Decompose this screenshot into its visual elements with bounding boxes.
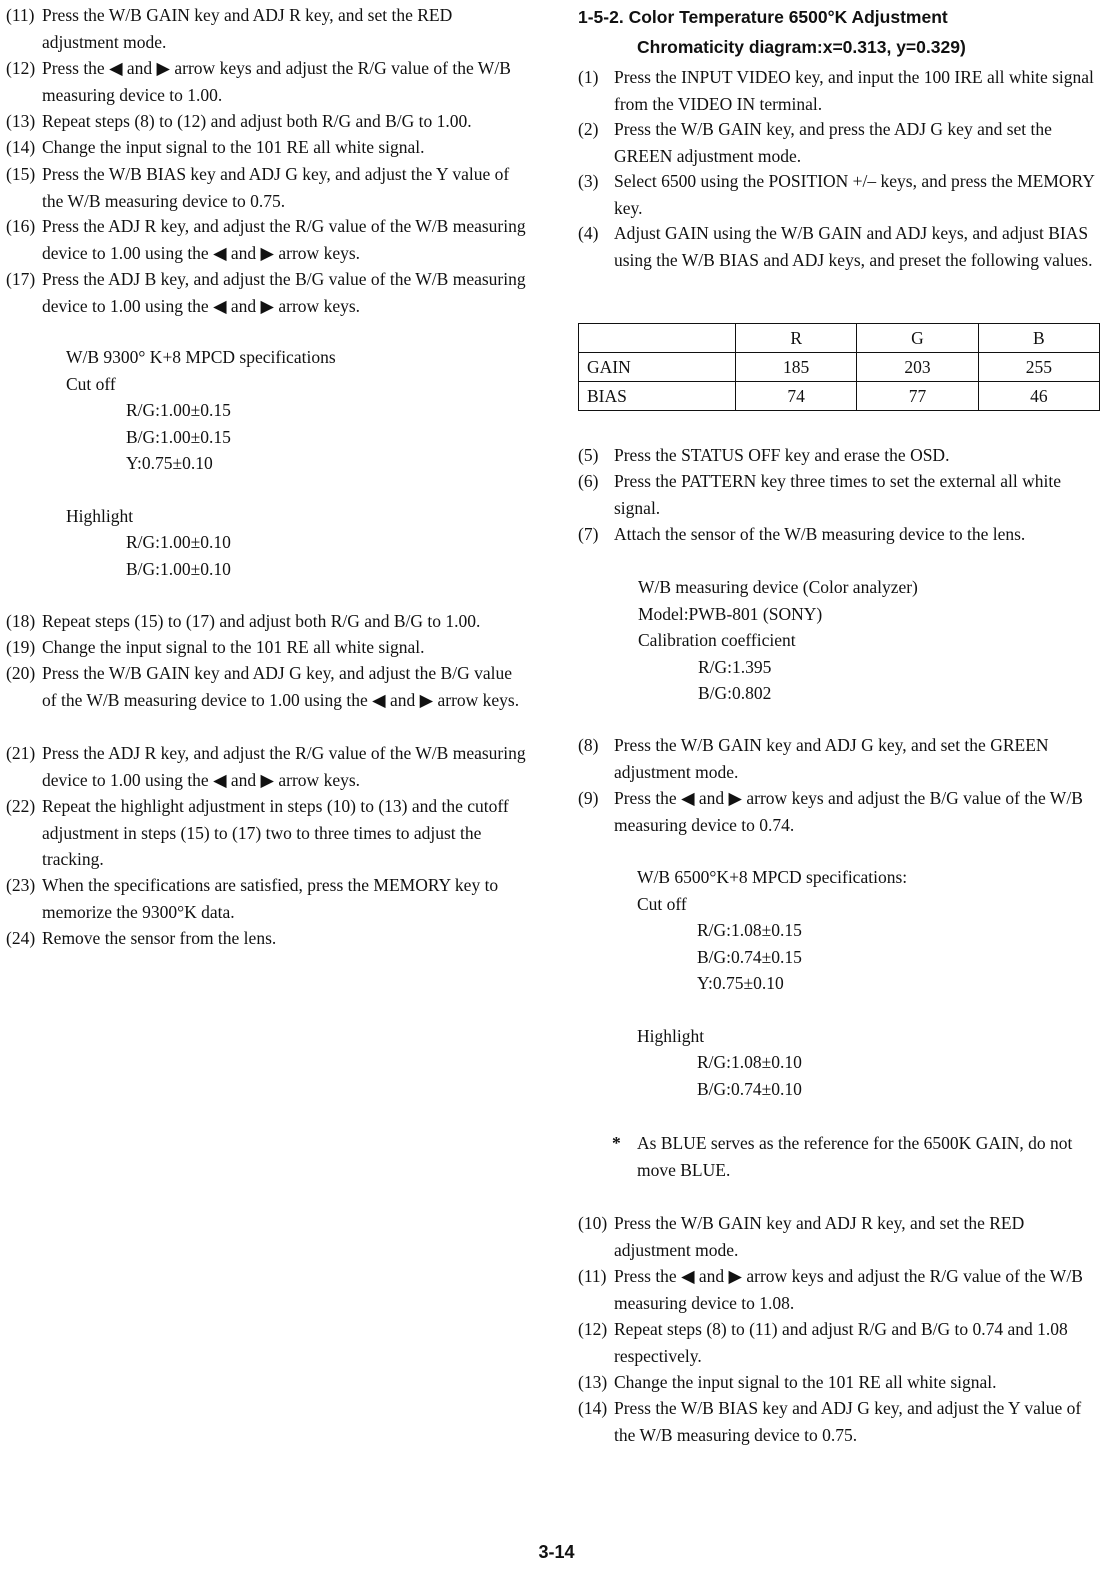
- step-8-right: (8) Press the W/B GAIN key and ADJ G key, and set the GREEN adjustment mode.: [578, 732, 1102, 785]
- table-header-cell: [579, 324, 736, 353]
- step-6-right: (6) Press the PATTERN key three times to set the external all white signal.: [578, 468, 1102, 521]
- spec-6500-highlight-bg: B/G:0.74±0.10: [697, 1078, 802, 1099]
- spec-9300-block: [66, 344, 506, 582]
- spec-6500-cutoff-rg: R/G:1.08±0.15: [697, 920, 802, 940]
- step-3-right: (3) Select 6500 using the POSITION +/– keys, and press the MEMORY key.: [578, 168, 1102, 221]
- spec-9300-cutoff-label: Cut off: [66, 373, 116, 394]
- step-text: Press the ADJ B key, and adjust the B/G value of the W/B measuring device to 1.00 using the ◀ and ▶ arrow keys.: [42, 269, 526, 316]
- step-11-right: (11) Press the ◀ and ▶ arrow keys and adjust the R/G value of the W/B measuring device to 1.08.: [578, 1263, 1102, 1316]
- step-14-right: (14) Press the W/B BIAS key and ADJ G key, and adjust the Y value of the W/B measuring device to 0.75.: [578, 1395, 1102, 1448]
- page-number: 3-14: [538, 1542, 575, 1562]
- step-5-right: (5) Press the STATUS OFF key and erase the OSD.: [578, 442, 1102, 469]
- step-text: Press the ◀ and ▶ arrow keys and adjust the R/G value of the W/B measuring device to 1.00.: [42, 58, 511, 105]
- step-text: Press the INPUT VIDEO key, and input the 100 IRE all white signal from the VIDEO IN terminal.: [614, 67, 1094, 114]
- table-row: [579, 382, 1100, 411]
- device-title: W/B measuring device (Color analyzer): [638, 577, 918, 597]
- spec-6500-highlight-label: Highlight: [637, 1025, 705, 1046]
- step-text: Change the input signal to the 101 RE all white signal.: [42, 137, 425, 157]
- step-13-left: (13) Repeat steps (8) to (12) and adjust both R/G and B/G to 1.00.: [6, 108, 530, 135]
- spec-9300-cutoff-rg: R/G:1.00±0.15: [126, 400, 231, 420]
- step-21-left: (21) Press the ADJ R key, and adjust the R/G value of the W/B measuring device to 1.00 using the ◀ and ▶ arrow keys.: [6, 740, 530, 793]
- spec-9300-cutoff-bg: B/G:1.00±0.15: [126, 426, 231, 447]
- step-1-right: (1) Press the INPUT VIDEO key, and input the 100 IRE all white signal from the VIDEO IN terminal.: [578, 64, 1102, 117]
- table-header-cell: B: [978, 324, 1099, 353]
- step-text: Repeat steps (15) to (17) and adjust both R/G and B/G to 1.00.: [42, 611, 481, 631]
- spec-9300-highlight-bg: B/G:1.00±0.10: [126, 558, 231, 579]
- step-text: Change the input signal to the 101 RE all white signal.: [614, 1372, 997, 1392]
- step-18-left: (18) Repeat steps (15) to (17) and adjust both R/G and B/G to 1.00.: [6, 608, 530, 635]
- table-cell: 77: [857, 382, 978, 411]
- step-14-left: (14) Change the input signal to the 101 RE all white signal.: [6, 134, 530, 161]
- step-text: Press the PATTERN key three times to set the external all white signal.: [614, 471, 1061, 518]
- step-22-left: (22) Repeat the highlight adjustment in steps (10) to (13) and the cutoff adjustment in steps (15) to (17) two to three times to adjust the tracking.: [6, 793, 530, 873]
- step-20-left: (20) Press the W/B GAIN key and ADJ G key, and adjust the B/G value of the W/B measuring device to 1.00 using the ◀ and ▶ arrow keys.: [6, 660, 530, 713]
- spec-9300-highlight-label: Highlight: [66, 505, 134, 526]
- step-text: Press the W/B GAIN key, and press the ADJ G key and set the GREEN adjustment mode.: [614, 119, 1052, 166]
- spec-6500-block: [637, 864, 1077, 1102]
- step-text: Press the W/B GAIN key and ADJ R key, and set the RED adjustment mode.: [614, 1213, 1025, 1260]
- note-asterisk-icon: *: [612, 1133, 621, 1153]
- table-row-label: GAIN: [579, 353, 736, 382]
- heading-line-1: 1-5-2. Color Temperature 6500°K Adjustment: [578, 7, 948, 27]
- step-text: Press the ADJ R key, and adjust the R/G value of the W/B measuring device to 1.00 using the ◀ and ▶ arrow keys.: [42, 216, 526, 263]
- step-text: When the specifications are satisfied, press the MEMORY key to memorize the 9300°K data.: [42, 875, 499, 922]
- step-text: Press the W/B GAIN key and ADJ G key, and adjust the B/G value of the W/B measuring device to 1.00 using the ◀ and ▶ arrow keys.: [42, 663, 520, 710]
- spec-6500-cutoff-y: Y:0.75±0.10: [697, 973, 784, 993]
- preset-values-table: [578, 323, 1100, 411]
- step-9-right: (9) Press the ◀ and ▶ arrow keys and adjust the B/G value of the W/B measuring device to 0.74.: [578, 785, 1102, 838]
- step-17-left: (17) Press the ADJ B key, and adjust the B/G value of the W/B measuring device to 1.00 using the ◀ and ▶ arrow keys.: [6, 266, 530, 319]
- step-4-right: (4) Adjust GAIN using the W/B GAIN and ADJ keys, and adjust BIAS using the W/B BIAS and ADJ keys, and preset the following values.: [578, 220, 1102, 273]
- heading-line-2: Chromaticity diagram:x=0.313, y=0.329): [637, 37, 966, 57]
- spec-9300-cutoff-y: Y:0.75±0.10: [126, 453, 213, 473]
- step-2-right: (2) Press the W/B GAIN key, and press the ADJ G key and set the GREEN adjustment mode.: [578, 116, 1102, 169]
- step-16-left: (16) Press the ADJ R key, and adjust the R/G value of the W/B measuring device to 1.00 using the ◀ and ▶ arrow keys.: [6, 213, 530, 266]
- step-24-left: (24) Remove the sensor from the lens.: [6, 925, 530, 952]
- device-block: [638, 574, 1078, 707]
- step-text: Press the W/B BIAS key and ADJ G key, and adjust the Y value of the W/B measuring device to 0.75.: [614, 1398, 1082, 1445]
- spec-6500-cutoff-label: Cut off: [637, 893, 687, 914]
- device-calib-label: Calibration coefficient: [638, 630, 796, 650]
- note-text: As BLUE serves as the reference for the 6500K GAIN, do not move BLUE.: [637, 1133, 1073, 1180]
- section-heading: [578, 2, 1098, 62]
- table-row-label: BIAS: [579, 382, 736, 411]
- table-cell: 46: [978, 382, 1099, 411]
- device-calib-bg: B/G:0.802: [698, 683, 772, 703]
- step-15-left: (15) Press the W/B BIAS key and ADJ G key, and adjust the Y value of the W/B measuring device to 0.75.: [6, 161, 530, 214]
- step-text: Repeat steps (8) to (11) and adjust R/G and B/G to 0.74 and 1.08 respectively.: [614, 1319, 1068, 1366]
- spec-9300-title: W/B 9300° K+8 MPCD specifications: [66, 347, 336, 367]
- step-11-left: (11) Press the W/B GAIN key and ADJ R key, and set the RED adjustment mode.: [6, 2, 530, 55]
- device-calib-rg: R/G:1.395: [698, 656, 772, 677]
- table-header-cell: G: [857, 324, 978, 353]
- step-text: Press the ◀ and ▶ arrow keys and adjust the B/G value of the W/B measuring device to 0.74.: [614, 788, 1083, 835]
- step-text: Repeat steps (8) to (12) and adjust both R/G and B/G to 1.00.: [42, 111, 472, 131]
- step-13-right: (13) Change the input signal to the 101 RE all white signal.: [578, 1369, 1102, 1396]
- device-model: Model:PWB-801 (SONY): [638, 603, 823, 624]
- step-text: Press the STATUS OFF key and erase the OSD.: [614, 445, 950, 465]
- step-text: Press the W/B GAIN key and ADJ G key, and set the GREEN adjustment mode.: [614, 735, 1049, 782]
- step-text: Repeat the highlight adjustment in steps (10) to (13) and the cutoff adjustment in steps (15) to (17) two to three times to adjust the tracking.: [42, 796, 509, 869]
- step-19-left: (19) Change the input signal to the 101 RE all white signal.: [6, 634, 530, 661]
- spec-6500-highlight-rg: R/G:1.08±0.10: [697, 1052, 802, 1072]
- spec-6500-title: W/B 6500°K+8 MPCD specifications:: [637, 867, 908, 887]
- step-text: Press the W/B GAIN key and ADJ R key, and set the RED adjustment mode.: [42, 5, 453, 52]
- table-cell: 255: [978, 353, 1099, 382]
- step-7-right: (7) Attach the sensor of the W/B measuring device to the lens.: [578, 521, 1102, 548]
- step-text: Press the ADJ R key, and adjust the R/G value of the W/B measuring device to 1.00 using the ◀ and ▶ arrow keys.: [42, 743, 526, 790]
- table-row: [579, 353, 1100, 382]
- table-cell: 185: [736, 353, 857, 382]
- spec-9300-highlight-rg: R/G:1.00±0.10: [126, 532, 231, 552]
- step-12-right: (12) Repeat steps (8) to (11) and adjust R/G and B/G to 0.74 and 1.08 respectively.: [578, 1316, 1102, 1369]
- table-cell: 203: [857, 353, 978, 382]
- step-text: Press the W/B BIAS key and ADJ G key, and adjust the Y value of the W/B measuring device to 0.75.: [42, 164, 510, 211]
- step-text: Attach the sensor of the W/B measuring device to the lens.: [614, 524, 1026, 544]
- step-text: Select 6500 using the POSITION +/– keys, and press the MEMORY key.: [614, 171, 1095, 218]
- step-23-left: (23) When the specifications are satisfied, press the MEMORY key to memorize the 9300°K data.: [6, 872, 530, 925]
- table-header-row: [579, 324, 1100, 353]
- step-10-right: (10) Press the W/B GAIN key and ADJ R key, and set the RED adjustment mode.: [578, 1210, 1102, 1263]
- step-12-left: (12) Press the ◀ and ▶ arrow keys and adjust the R/G value of the W/B measuring device to 1.00.: [6, 55, 530, 108]
- note-block: [612, 1130, 1102, 1183]
- table-cell: 74: [736, 382, 857, 411]
- table-header-cell: R: [736, 324, 857, 353]
- step-text: Press the ◀ and ▶ arrow keys and adjust the R/G value of the W/B measuring device to 1.08.: [614, 1266, 1083, 1313]
- step-text: Remove the sensor from the lens.: [42, 928, 277, 948]
- step-text: Adjust GAIN using the W/B GAIN and ADJ keys, and adjust BIAS using the W/B BIAS and ADJ keys, and preset the following values.: [614, 223, 1093, 270]
- spec-6500-cutoff-bg: B/G:0.74±0.15: [697, 946, 802, 967]
- step-text: Change the input signal to the 101 RE all white signal.: [42, 637, 425, 657]
